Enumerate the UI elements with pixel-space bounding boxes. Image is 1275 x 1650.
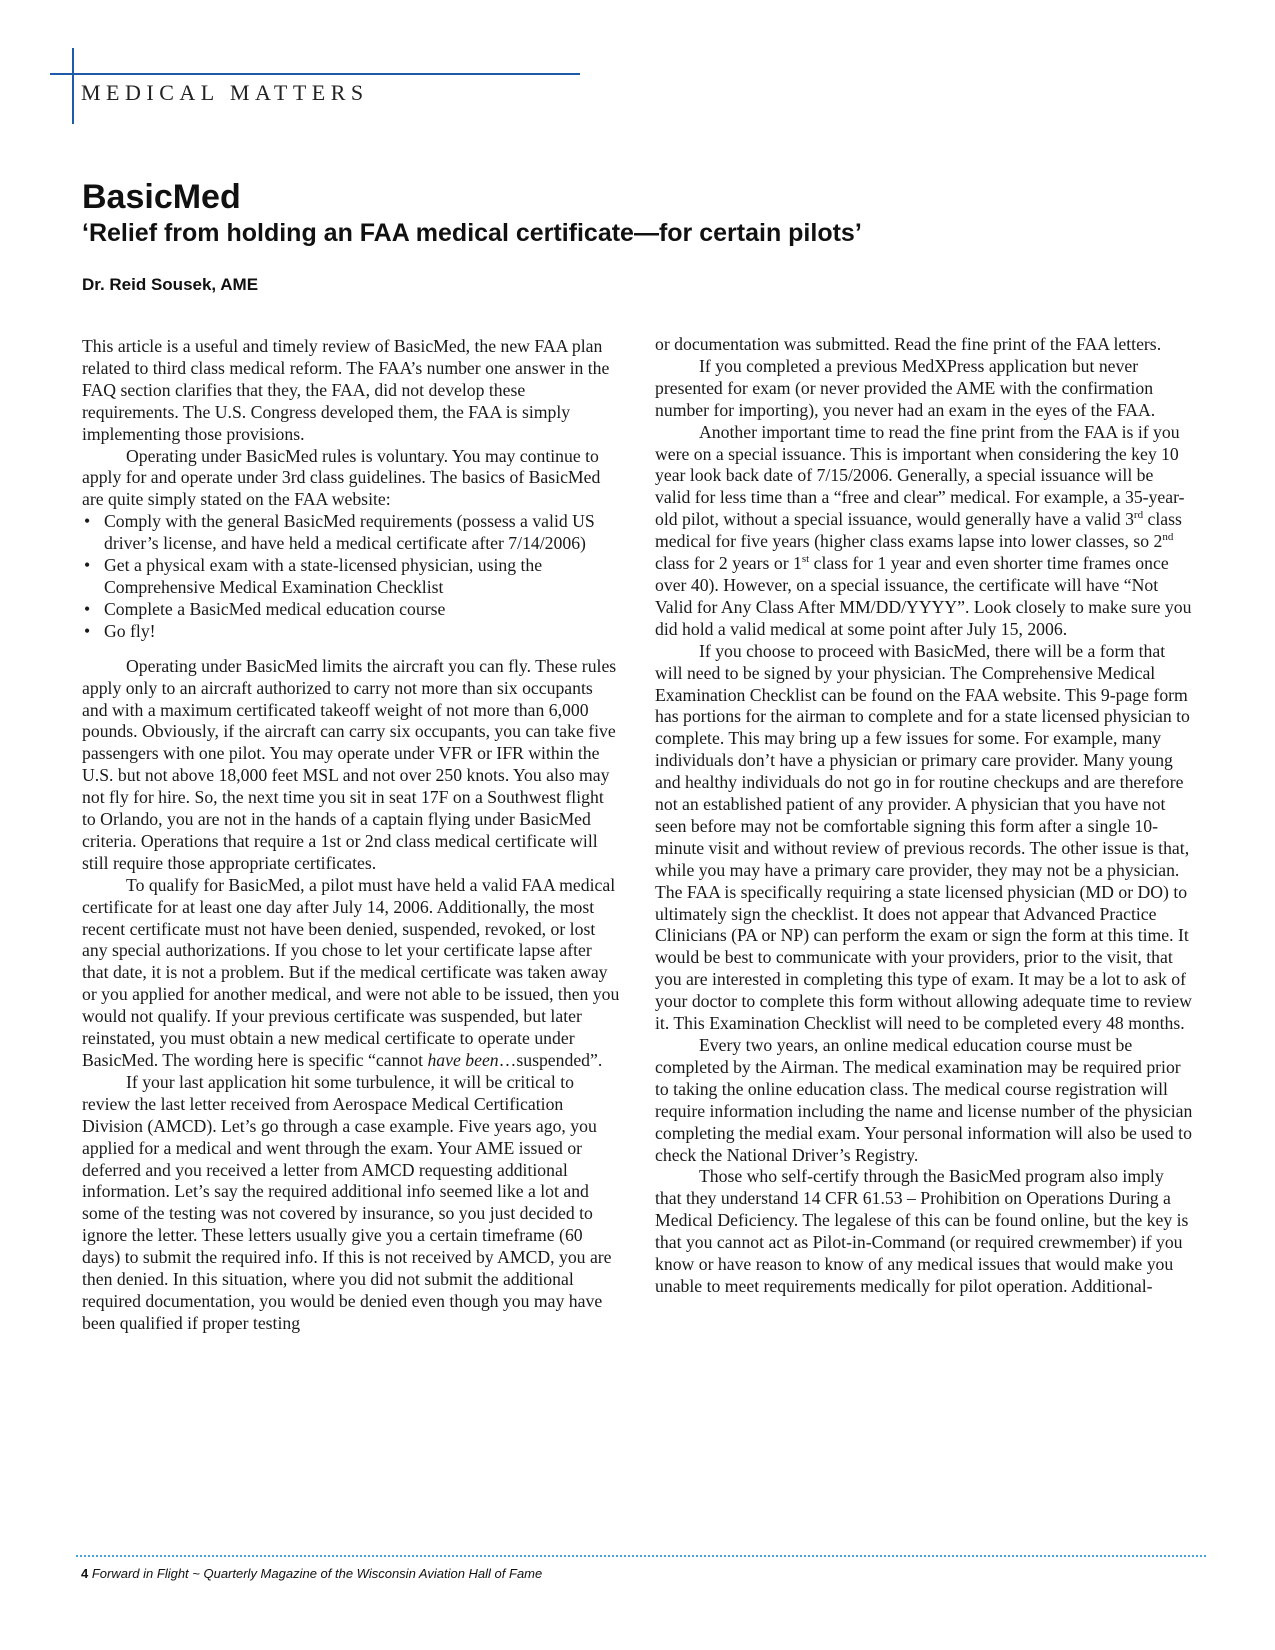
header-rule-vertical bbox=[72, 48, 74, 124]
emphasis-text: have been bbox=[427, 1050, 499, 1070]
paragraph-text: To qualify for BasicMed, a pilot must have held a valid FAA medical certificate for at least one day after July 14, 2006. Additionally, the most recent certificate must not have been denied, suspended, revoked, or lost any special authorizations. If you chose to let your certificate lapse after that date, it is not a problem. But if the medical certificate was taken away or you applied for another medical, and were not able to be issued, then you would not qualify. If your previous certificate was suspended, but later reinstated, you must obtain a new medical certificate to operate under BasicMed. The wording here is specific “cannot bbox=[82, 874, 620, 1070]
requirements-list bbox=[82, 511, 620, 642]
paragraph: Operating under BasicMed rules is voluntary. You may continue to apply for and operate under 3rd class guidelines. The basics of BasicMed are quite simply stated on the FAA website: bbox=[82, 445, 601, 510]
paragraph-text: class for 2 years or 1 bbox=[655, 553, 802, 574]
paragraph: Operating under BasicMed limits the aircraft you can fly. These rules apply only to an aircraft authorized to carry not more than six occupants and with a maximum certificated takeoff weight of not more than 6,000 pounds. Obviously, if the aircraft can carry six occupants, you can take five passengers with one pilot. You may operate under VFR or IFR within the U.S. but not above 18,000 feet MSL and not over 250 knots. You also may not fly for hire. So, the next time you sit in seat 17F on a Southwest flight to Orlando, you are not in the hands of a captain flying under BasicMed criteria. Operations that require a 1st or 2nd class medical certificate will still require those appropriate certificates. bbox=[82, 655, 617, 873]
superscript: st bbox=[801, 553, 810, 566]
magazine-name: Forward in Flight ~ Quarterly Magazine of the Wisconsin Aviation Hall of Fame bbox=[91, 1566, 543, 1581]
paragraph: This article is a useful and timely review of BasicMed, the new FAA plan related to third class medical reform. The FAA’s number one answer in the FAQ section clarifies that they, the FAA, did not develop these requirements. The U.S. Congress developed them, the FAA is simply implementing those provisions. bbox=[82, 336, 610, 444]
paragraph: Every two years, an online medical education course must be completed by the Airman. The medical examination may be required prior to taking the online education class. The medical course registration will require information including the name and license number of the physician completing the medial exam. Your personal information will also be used to check the National Driver’s Registry. bbox=[655, 1035, 1193, 1165]
paragraph-text: class medical for five years (higher class exams lapse into lower classes, so 2 bbox=[655, 509, 1182, 552]
list-item: • Get a physical exam with a state-licensed physician, using the Comprehensive Medical Examination Checklist bbox=[82, 555, 620, 599]
paragraph-text: …suspended”. bbox=[498, 1050, 603, 1070]
paragraph-text: Another important time to read the fine print from the FAA is if you were on a special issuance. This is important when considering the key 10 year look back date of 7/15/2006. Generally, a special issuance will be valid for less time than a “free and clear” medical. For example, a 35-year-old pilot, without a special issuance, would generally have a valid 3 bbox=[655, 421, 1185, 530]
paragraph bbox=[655, 422, 1193, 641]
paragraph: If you choose to proceed with BasicMed, there will be a form that will need to be signed by your physician. The Comprehensive Medical Examination Checklist can be found on the FAA website. This 9-page form has portions for the airman to complete and for a state licensed physician to complete. This may bring up a few issues for some. For example, many individuals don’t have a physician or primary care provider. Many young and healthy individuals do not go in for routine checkups and are therefore not an established patient of any provider. A physician that you have not seen before may not be comfortable signing this form after a single 10-minute visit and without review of previous records. The other issue is that, while you may have a primary care provider, they may not be a physician. The FAA is specifically requiring a state licensed physician (MD or DO) to ultimately sign the checklist. It does not appear that Advanced Practice Clinicians (PA or NP) can perform the exam or sign the form at this time. It would be best to communicate with your providers, prior to the visit, that you are interested in completing this type of exam. It may be a lot to ask of your doctor to complete this form without allowing adequate time to review it. This Examination Checklist will need to be completed every 48 months. bbox=[655, 640, 1192, 1034]
header-rule-horizontal bbox=[50, 73, 580, 75]
superscript: rd bbox=[1133, 509, 1144, 522]
article-author: Dr. Reid Sousek, AME bbox=[82, 275, 259, 294]
paragraph bbox=[82, 875, 620, 1072]
left-column bbox=[82, 336, 620, 1335]
footer-divider bbox=[76, 1555, 1206, 1557]
list-item: • Complete a BasicMed medical education course bbox=[82, 599, 620, 621]
paragraph: If your last application hit some turbulence, it will be critical to review the last letter received from Aerospace Medical Certification Division (AMCD). Let’s go through a case example. Five years ago, you applied for a medical and went through the exam. Your AME issued or deferred and you received a letter from AMCD requesting additional information. Let’s say the required additional info seemed like a lot and some of the testing was not covered by insurance, so you just decided to ignore the letter. These letters usually give you a certain timeframe (60 days) to submit the required info. If this is not received by AMCD, you are then denied. In this situation, where you did not submit the additional required documentation, you would be denied even though you may have been qualified if proper testing bbox=[82, 1071, 612, 1333]
page-number: 4 bbox=[81, 1566, 89, 1581]
article-title: BasicMed bbox=[82, 178, 241, 216]
article-subtitle: ‘Relief from holding an FAA medical certificate—for certain pilots’ bbox=[82, 219, 862, 247]
paragraph-text: class for 1 year and even shorter time frames once over 40). However, on a special issuance, the certificate will have “Not Valid for Any Class After MM/DD/YYYY”. Look closely to make sure you did hold a valid medical at some point after July 15, 2006. bbox=[655, 553, 1192, 639]
list-item: • Go fly! bbox=[82, 621, 620, 643]
superscript: nd bbox=[1162, 531, 1174, 544]
paragraph: If you completed a previous MedXPress application but never presented for exam (or never provided the AME with the confirmation number for importing), you never had an exam in the eyes of the FAA. bbox=[655, 355, 1156, 420]
section-label: MEDICAL MATTERS bbox=[81, 80, 369, 105]
page-footer bbox=[81, 1566, 542, 1581]
list-item: • Comply with the general BasicMed requirements (possess a valid US driver’s license, and have held a medical certificate after 7/14/2006) bbox=[82, 511, 620, 555]
paragraph: Those who self-certify through the BasicMed program also imply that they understand 14 CFR 61.53 – Prohibition on Operations During a Medical Deficiency. The legalese of this can be found online, but the key is that you cannot act as Pilot-in-Command (or required crewmember) if you know or have reason to know of any medical issues that would make you unable to meet requirements medically for pilot operation. Additional- bbox=[655, 1166, 1189, 1296]
right-column bbox=[655, 334, 1193, 1298]
paragraph: or documentation was submitted. Read the fine print of the FAA letters. bbox=[655, 334, 1162, 354]
